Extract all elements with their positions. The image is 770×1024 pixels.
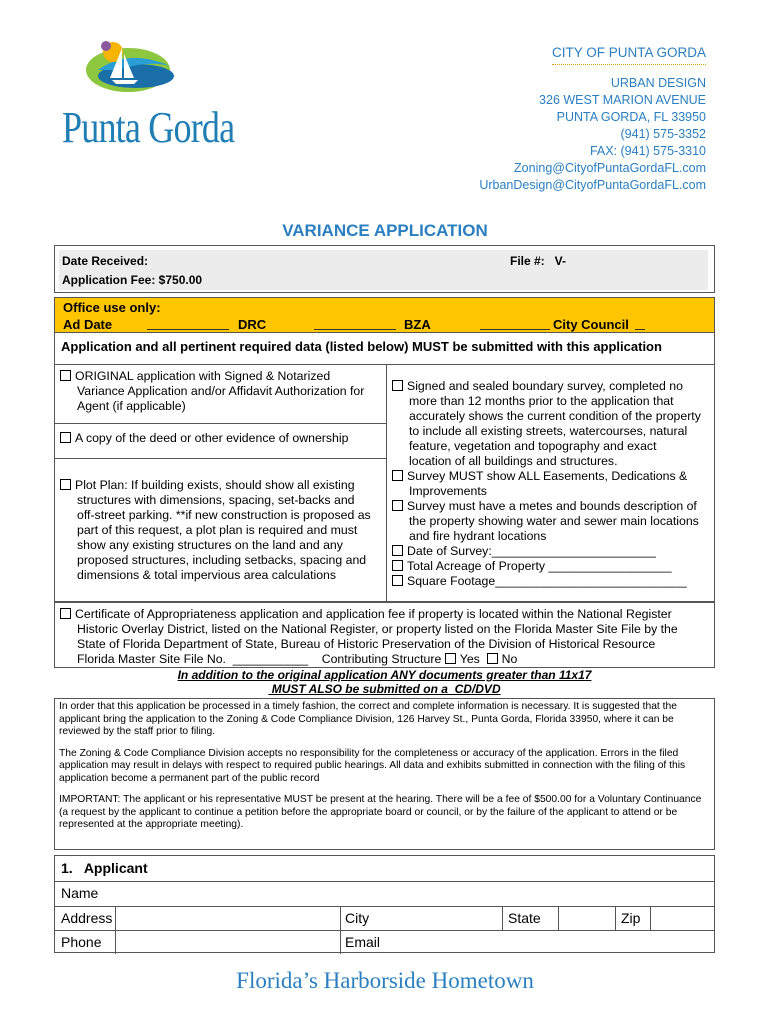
contact-line: PUNTA GORDA, FL 33950 <box>556 110 706 124</box>
certificate-box: Certificate of Appropriateness application and application fee if property is located within the National Register Historic Overlay District, listed on the National Register, or property listed on the Florida Master Site File by the State of Florida Department of State, Bureau of Historic Preservation of the Division of Historical Resource Florida Master Site File No. ___________ Contributing Structure Yes No <box>54 602 715 668</box>
office-use-box <box>54 297 715 333</box>
contact-line: URBAN DESIGN <box>610 76 706 90</box>
applicant-section <box>54 855 715 953</box>
city-name: CITY OF PUNTA GORDA <box>552 44 706 65</box>
checkbox[interactable] <box>60 432 71 443</box>
instruction-paragraph: IMPORTANT: The applicant or his representative MUST be present at the hearing. There will be a fee of $500.00 for a Voluntary Continuance (a request by the applicant to continue a petition before the appropriate board or council, or by the failure of the applicant to attend or be represented at the appropriate meeting). <box>59 794 702 830</box>
survey-item: Signed and sealed boundary survey, completed no more than 12 months prior to the application that accurately shows the current condition of the property to include all existing streets, watercourses, natural feature, vegetation and topography and exact location of all buildings and structures. Survey MUST show ALL Easements, Dedications & Improvements Survey must have a metes and bounds description of the property showing water and sewer main locations and fire hydrant locations Date of Survey:________________________ Total Acreage of Property __________________ Square Footage____________________________ <box>392 379 714 589</box>
bza-label: BZA <box>404 317 431 332</box>
email-link[interactable]: UrbanDesign@CityofPuntaGordaFL.com <box>479 178 706 192</box>
no-checkbox[interactable] <box>487 653 498 664</box>
required-heading: Application and all pertinent required data (listed below) MUST be submitted with this application <box>54 333 715 365</box>
city-council-label: City Council <box>553 317 629 332</box>
phone-label: Phone <box>61 934 102 950</box>
contact-line: (941) 575-3352 <box>620 127 706 141</box>
email-link[interactable]: Zoning@CityofPuntaGordaFL.com <box>514 161 706 175</box>
cd-dvd-notice: In addition to the original application ANY documents greater than 11x17 MUST ALSO be submitted on a CD/DVD <box>177 668 592 696</box>
checkbox[interactable] <box>392 575 403 586</box>
checkbox[interactable] <box>392 500 403 511</box>
checkbox[interactable] <box>60 370 71 381</box>
office-use-title: Office use only: <box>63 300 161 315</box>
zip-label: Zip <box>621 910 641 926</box>
received-box <box>54 245 715 293</box>
footer-tagline: Florida’s Harborside Hometown <box>236 968 534 993</box>
contact-block <box>479 44 706 194</box>
instruction-paragraph: The Zoning & Code Compliance Division accepts no responsibility for the completeness or accuracy of the application. Errors in the filed application may result in delays with respect to required public hearings. All data and exhibits submitted in connection with the filing of this application become a permanent part of the public record <box>59 747 686 784</box>
state-label: State <box>508 910 541 926</box>
original-application-item: ORIGINAL application with Signed & Notarized Variance Application and/or Affidavit Authorization for Agent (if applicable) <box>60 369 384 414</box>
checkbox[interactable] <box>392 470 403 481</box>
ad-date-label: Ad Date <box>63 317 113 332</box>
contact-line: 326 WEST MARION AVENUE <box>539 93 706 107</box>
form-title: VARIANCE APPLICATION <box>282 221 488 240</box>
instruction-paragraph: In order that this application be processed in a timely fashion, the correct and complete information is necessary. It is suggested that the applicant bring the application to the Zoning & Code Compliance Division, 126 Harvey St., Punta Gorda, Florida 33950, where it can be reviewed by the staff prior to filing. <box>59 701 677 737</box>
checkbox[interactable] <box>60 608 71 619</box>
drc-label: DRC <box>238 317 267 332</box>
checkbox[interactable] <box>392 560 403 571</box>
file-number-label: File #: V- <box>510 254 567 268</box>
deed-item: A copy of the deed or other evidence of ownership <box>60 431 348 446</box>
requirements-box <box>54 365 715 602</box>
address-label: Address <box>61 910 113 926</box>
name-label: Name <box>61 885 99 901</box>
checkbox[interactable] <box>392 545 403 556</box>
checkbox[interactable] <box>60 479 71 490</box>
plot-plan-item: Plot Plan: If building exists, should show all existing structures with dimensions, spacing, set-backs and off-street parking. **if new construction is proposed as part of this request, a plot plan is required and must show any existing structures on the land and any proposed structures, including setbacks, spacing and dimensions & total impervious area calculations <box>60 478 384 583</box>
email-label: Email <box>345 934 381 950</box>
yes-checkbox[interactable] <box>445 653 456 664</box>
city-label: City <box>345 910 370 926</box>
checkbox[interactable] <box>392 380 403 391</box>
logo-wordmark: Punta Gorda <box>62 103 235 152</box>
contact-line: FAX: (941) 575-3310 <box>589 144 706 158</box>
application-fee-label: Application Fee: $750.00 <box>62 273 203 287</box>
applicant-heading: 1. Applicant <box>61 860 148 876</box>
date-received-label: Date Received: <box>62 254 149 268</box>
instructions-box <box>54 698 715 850</box>
